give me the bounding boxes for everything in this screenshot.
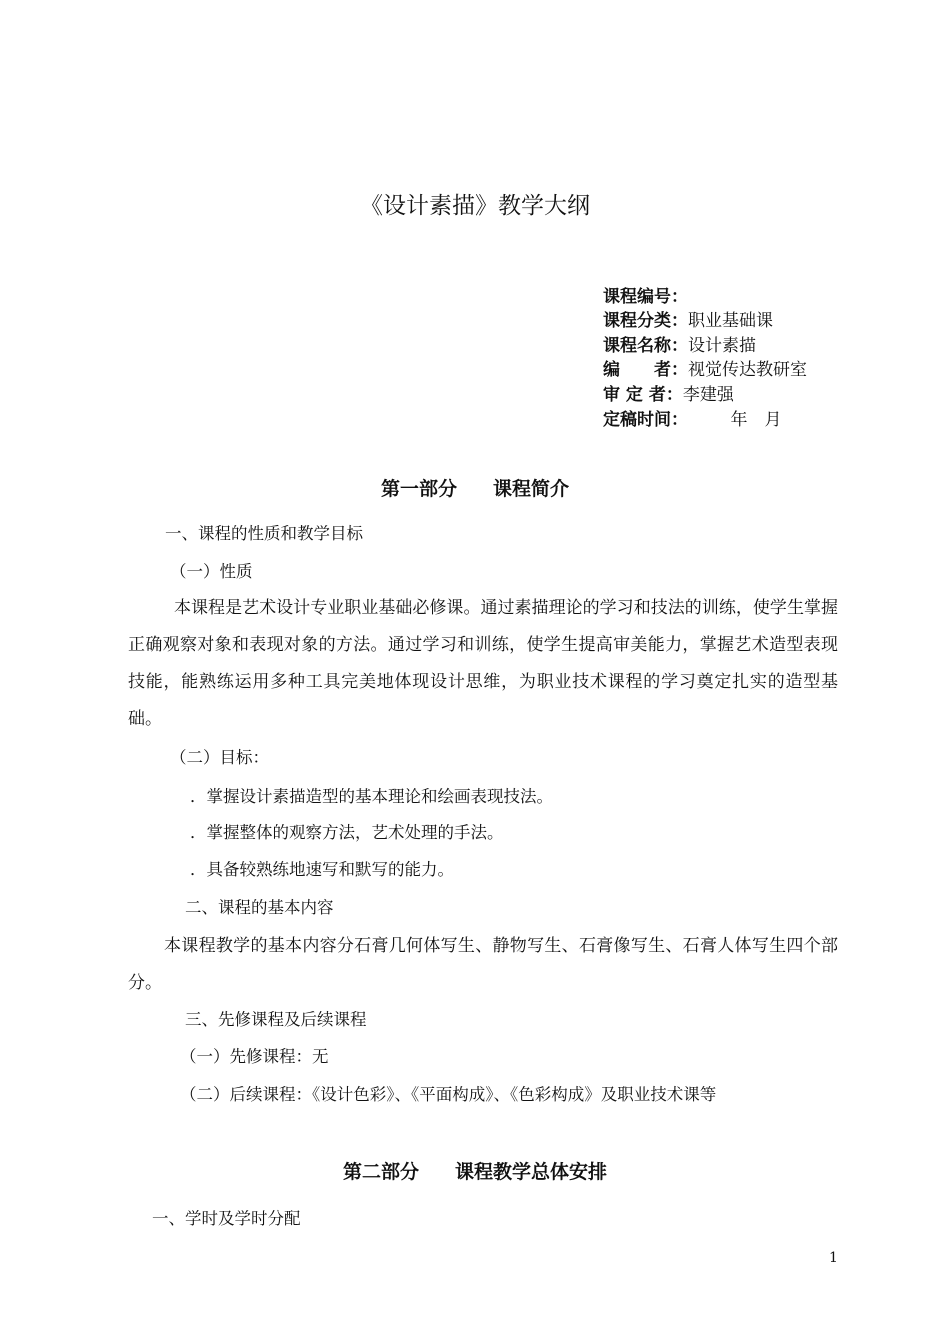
meta-key: 编 者： bbox=[603, 360, 688, 380]
meta-value: 设计素描 bbox=[688, 336, 756, 356]
meta-key: 审 定 者： bbox=[603, 385, 683, 405]
section-nature-goals: 一、课程的性质和教学目标 bbox=[165, 524, 363, 543]
meta-value: 年 月 bbox=[679, 410, 782, 430]
meta-key: 课程名称： bbox=[603, 336, 688, 356]
followup-courses: （二）后续课程：《设计色彩》、《平面构成》、《色彩构成》及职业技术课等 bbox=[180, 1085, 717, 1104]
nature-paragraph: 本课程是艺术设计专业职业基础必修课。通过素描理论的学习和技法的训练，使学生掌握正确观察对象和表现对象的方法。通过学习和训练，使学生提高审美能力，掌握艺术造型表现技能，能熟练运用多种工具完美地体现设计思维，为职业技术课程的学习奠定扎实的造型基础。 bbox=[128, 598, 838, 729]
part1-title: 课程简介 bbox=[493, 478, 570, 500]
content-paragraph: 本课程教学的基本内容分石膏几何体写生、静物写生、石膏像写生、石膏人体写生四个部分。 bbox=[128, 936, 838, 993]
meta-key: 课程编号： bbox=[603, 287, 688, 307]
goal-item: ．掌握整体的观察方法，艺术处理的手法。 bbox=[190, 823, 504, 842]
section-basic-content: 二、课程的基本内容 bbox=[185, 898, 334, 917]
meta-editor bbox=[603, 358, 807, 382]
part2-title: 课程教学总体安排 bbox=[455, 1161, 608, 1183]
document-title: 《设计素描》教学大纲 bbox=[360, 193, 590, 219]
page-number: 1 bbox=[829, 1250, 838, 1266]
goal-item: ．掌握设计素描造型的基本理论和绘画表现技法。 bbox=[190, 787, 553, 806]
meta-value: 视觉传达教研室 bbox=[688, 360, 807, 380]
subsection-goals: （二）目标： bbox=[170, 748, 269, 767]
section-prerequisites: 三、先修课程及后续课程 bbox=[185, 1010, 367, 1029]
part1-label: 第一部分 bbox=[380, 478, 457, 500]
meta-value: 李建强 bbox=[682, 385, 734, 405]
meta-finalized-date bbox=[603, 408, 782, 432]
section-hours: 一、学时及学时分配 bbox=[152, 1209, 301, 1228]
meta-course-name bbox=[603, 334, 756, 358]
goal-item: ．具备较熟练地速写和默写的能力。 bbox=[190, 860, 454, 879]
meta-reviewer bbox=[603, 383, 734, 407]
meta-key: 定稿时间： bbox=[603, 410, 680, 430]
meta-value: 职业基础课 bbox=[688, 311, 773, 331]
meta-key: 课程分类： bbox=[603, 311, 688, 331]
meta-course-category bbox=[603, 309, 773, 333]
prerequisite-course: （一）先修课程：无 bbox=[180, 1047, 329, 1066]
part1-heading bbox=[0, 474, 950, 501]
part2-heading bbox=[0, 1157, 950, 1184]
part2-label: 第二部分 bbox=[342, 1161, 419, 1183]
meta-course-number bbox=[603, 285, 688, 309]
subsection-nature: （一）性质 bbox=[170, 562, 253, 581]
